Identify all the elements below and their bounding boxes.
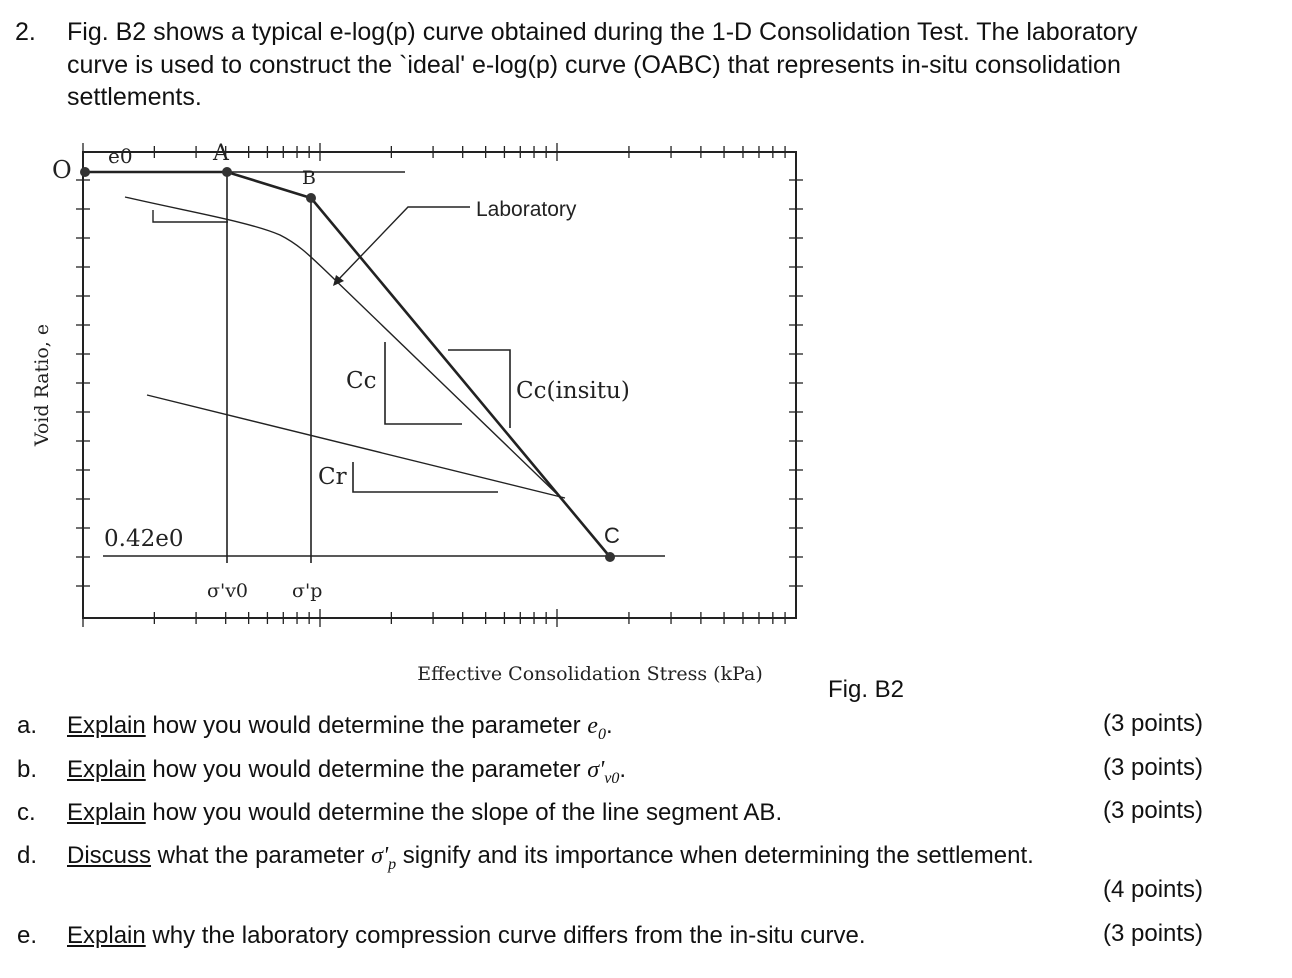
part-c-verb: Explain	[67, 799, 146, 826]
cr-triangle	[353, 462, 498, 492]
part-b-text	[67, 756, 626, 788]
question-number: 2.	[15, 18, 36, 46]
part-d-post: signify and its importance when determining the settlement.	[396, 842, 1034, 869]
laboratory-pointer	[338, 207, 470, 280]
part-d-subscript: p	[388, 855, 397, 873]
point-b	[306, 193, 316, 203]
label-e0: e0	[108, 144, 133, 168]
cc-insitu-label: Cc(insitu)	[516, 378, 630, 404]
part-a-symbol: e	[587, 713, 598, 739]
label-b: B	[302, 167, 316, 189]
part-c-text	[67, 799, 782, 827]
sigma-v0-label: σ'v0	[207, 580, 249, 602]
part-d-verb: Discuss	[67, 842, 152, 869]
x-axis-label: Effective Consolidation Stress (kPa)	[417, 663, 763, 685]
recompression-line	[147, 395, 565, 498]
question-line-2: curve is used to construct the `ideal' e-log(p) curve (OABC) that represents in-situ consolidation	[67, 51, 1121, 79]
part-e-pre: why the laboratory compression curve differs from the in-situ curve.	[145, 922, 866, 949]
sigma-p-label: σ'p	[292, 580, 323, 602]
part-e-text	[67, 922, 866, 950]
part-a-post: .	[605, 712, 613, 739]
part-d-letter: d.	[17, 842, 38, 869]
question-line-1: Fig. B2 shows a typical e-log(p) curve obtained during the 1-D Consolidation Test. The laboratory	[67, 18, 1138, 46]
part-e-letter: e.	[17, 922, 38, 949]
label-o: O	[52, 156, 72, 184]
label-a: A	[213, 141, 229, 166]
figure-caption: Fig. B2	[828, 676, 905, 703]
cr-label: Cr	[318, 464, 347, 490]
part-b-points: (3 points)	[1103, 754, 1204, 781]
point-c	[605, 552, 615, 562]
question-line-3: settlements.	[67, 83, 202, 111]
part-e-points: (3 points)	[1103, 920, 1204, 947]
insitu-curve-oabc	[85, 172, 610, 557]
part-d-symbol: σ'	[371, 843, 389, 869]
part-b-pre: how you would determine the parameter	[145, 756, 588, 783]
cc-label: Cc	[346, 368, 377, 394]
part-a-letter: a.	[17, 712, 38, 739]
part-b-verb: Explain	[67, 756, 146, 783]
part-e-verb: Explain	[67, 922, 146, 949]
cc-triangle	[385, 342, 462, 424]
part-a-verb: Explain	[67, 712, 146, 739]
part-c-letter: c.	[17, 799, 36, 826]
part-c-points: (3 points)	[1103, 797, 1204, 824]
e042-label: 0.42e0	[104, 526, 184, 552]
part-b-symbol: σ'	[587, 757, 605, 783]
part-a-points: (3 points)	[1103, 710, 1204, 737]
part-d-points: (4 points)	[1103, 876, 1204, 903]
part-a-subscript: 0	[597, 725, 606, 743]
part-d-text	[67, 842, 1034, 874]
part-a-pre: how you would determine the parameter	[145, 712, 588, 739]
y-axis-label: Void Ratio, e	[31, 323, 53, 447]
label-c: C	[604, 523, 620, 548]
figure-b2	[0, 130, 840, 690]
part-a-text	[67, 712, 613, 744]
part-d-pre: what the parameter	[151, 842, 372, 869]
axis-ticks	[76, 143, 803, 627]
part-c-pre: how you would determine the slope of the line segment AB.	[145, 799, 783, 826]
cc-insitu-triangle	[448, 350, 510, 428]
point-a	[222, 167, 232, 177]
laboratory-arrowhead	[333, 275, 344, 286]
part-b-post: .	[619, 756, 627, 783]
part-b-subscript: v0	[604, 769, 620, 787]
laboratory-label: Laboratory	[476, 198, 577, 221]
part-b-letter: b.	[17, 756, 38, 783]
point-o	[80, 167, 90, 177]
